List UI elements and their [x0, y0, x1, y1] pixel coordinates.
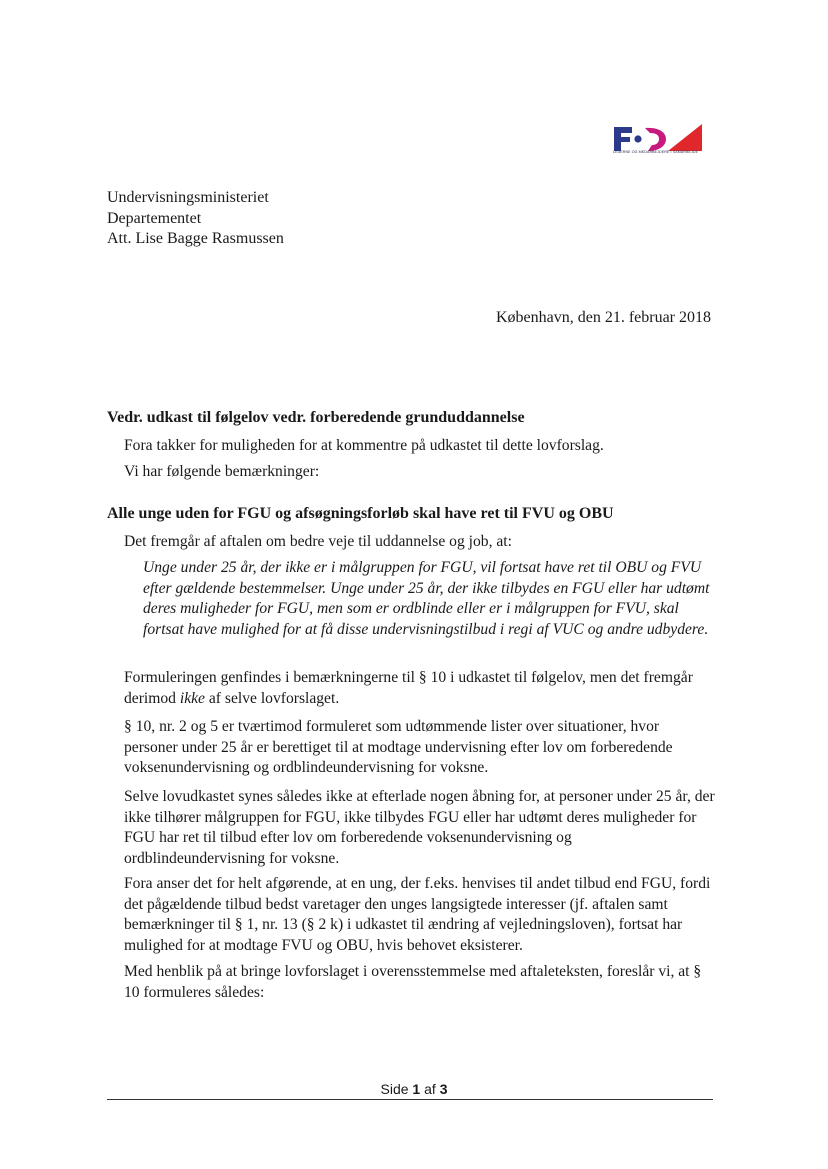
paragraph-formulation-b: af selve lovforslaget.	[204, 689, 340, 707]
logo-tagline: LEDERNE OG MEDARBEJDERE I SAMARBEJDE	[613, 150, 699, 154]
paragraph-fora-position: Fora anser det for helt afgørende, at en ung, der f.eks. henvises til andet tilbud end FGU, fordi det pågældende tilbud bedst varetager den unges langsigtede interesser (jf. aftalen samt bemærkninger til § 1, nr. 13 (§ 2 k) i udkastet til ændring af vejledningsloven), fortsat har mulighed for at modtage FVU og OBU, hvis behovet eksisterer.	[124, 875, 711, 954]
paragraph-section-10: § 10, nr. 2 og 5 er tværtimod formuleret som udtømmende lister over situationer, hvor personer under 25 år er berettiget til at modtage undervisning efter lov om forberedende voksenundervisning og ordblindeundervisning for voksne.	[124, 718, 673, 777]
emphasis-ikke: ikke	[179, 689, 205, 707]
logo-dot	[634, 135, 641, 142]
recipient-address	[107, 188, 284, 250]
paragraph-formulation	[124, 668, 716, 709]
agreement-quote: Unge under 25 år, der ikke er i målgruppen for FGU, vil fortsat have ret til OBU og FVU efter gældende bestemmelser. Unge under 25 år, der ikke tilbydes en FGU eller har udtømt deres muligheder for FGU, men som er ordblinde eller er i målgruppen for FVU, skal fortsat have mulighed for at få disse undervisningstilbud i regi af VUC og andre udbydere.	[143, 559, 710, 638]
footer-page-number: 1	[412, 1081, 421, 1097]
footer-divider	[107, 1099, 713, 1100]
paragraph-formulation-a: Formuleringen genfindes i bemærkningerne til § 10 i udkastet til følgelov, men det fremgår derimod	[124, 669, 693, 707]
footer-prefix: Side	[380, 1081, 413, 1097]
letter-date: København, den 21. februar 2018	[495, 309, 711, 326]
section-heading-2: Alle unge uden for FGU og afsøgningsforløb skal have ret til FVU og OBU	[107, 505, 614, 522]
footer-of: af	[420, 1081, 440, 1097]
recipient-line-3: Att. Lise Bagge Rasmussen	[107, 230, 284, 247]
logo-arc	[645, 128, 666, 151]
recipient-line-2: Departementet	[107, 209, 202, 227]
paragraph-remarks-intro: Vi har følgende bemærkninger:	[124, 463, 320, 480]
paragraph-bill-draft: Selve lovudkastet synes således ikke at efterlade nogen åbning for, at personer under 25 år, der ikke tilhører målgruppen for FGU, ikke tilbydes FGU eller har udtømt deres muligheder for FGU har ret til tilbud efter lov om forberedende voksenundervisning og ordblindeundervisning for voksne.	[124, 788, 715, 867]
footer-page-total: 3	[439, 1081, 448, 1097]
page-footer	[0, 1081, 828, 1097]
section-heading-1: Vedr. udkast til følgelov vedr. forberedende grunduddannelse	[107, 409, 525, 426]
paragraph-agreement-intro: Det fremgår af aftalen om bedre veje til uddannelse og job, at:	[124, 533, 512, 550]
paragraph-thanks: Fora takker for muligheden for at kommentre på udkastet til dette lovforslag.	[124, 437, 604, 454]
recipient-line-1: Undervisningsministeriet	[107, 189, 269, 206]
logo-triangle	[668, 124, 702, 151]
logo-letter-f	[614, 127, 632, 151]
paragraph-proposal: Med henblik på at bringe lovforslaget i overensstemmelse med aftaleteksten, foreslår vi, at § 10 formuleres således:	[124, 963, 702, 1001]
